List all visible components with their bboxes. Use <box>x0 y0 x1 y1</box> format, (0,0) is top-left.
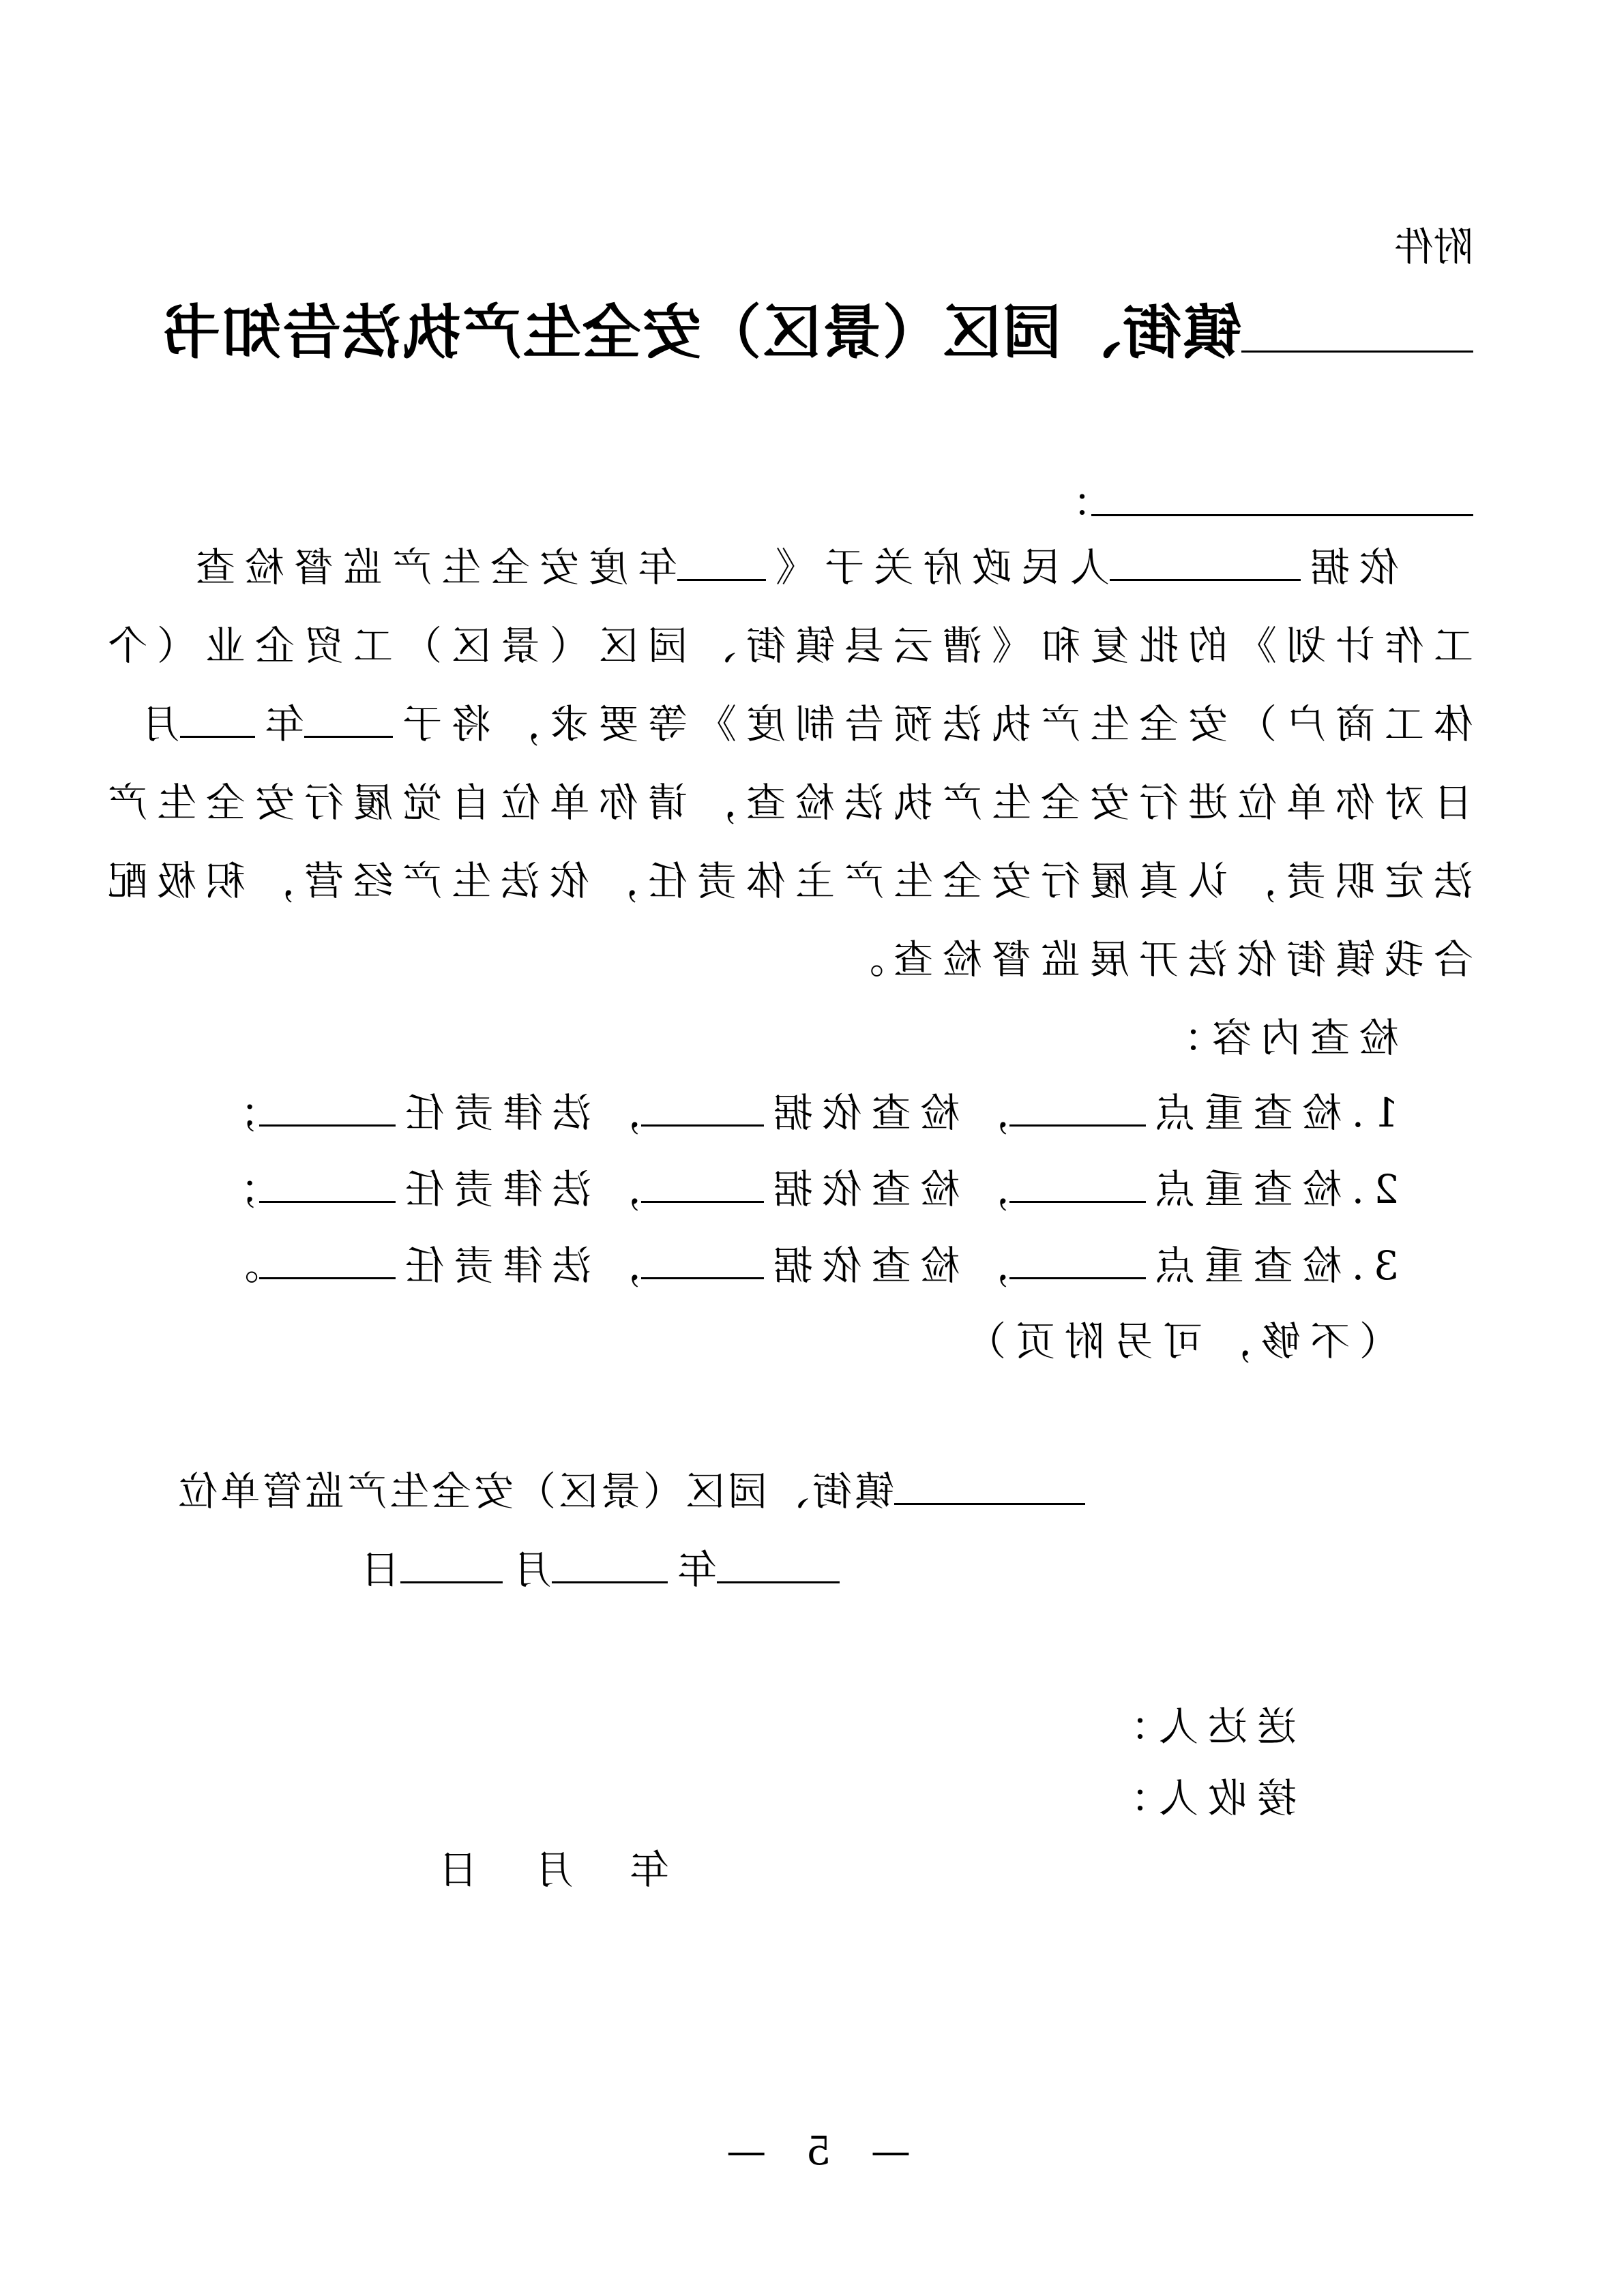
title-blank <box>1241 298 1473 353</box>
paragraph-line-6: 合我镇街依法开展监督检查。 <box>834 936 1473 983</box>
item-liability: ，法律责任 <box>395 1090 641 1136</box>
paragraph-line-4: 日对你单位进行安全生产执法检查，请你单位自觉履行安全生产 <box>98 779 1473 826</box>
blank-signer <box>894 1467 1085 1505</box>
item-basis: ，检查依据 <box>763 1242 1009 1289</box>
inspection-content-label: 检查内容： <box>1153 1015 1399 1061</box>
blank-focus <box>1009 1165 1146 1203</box>
item-focus: 检查重点 <box>1145 1090 1342 1136</box>
item-basis: ，检查依据 <box>763 1090 1009 1136</box>
item-number: 1. <box>1342 1090 1399 1136</box>
sender-label: 送达人： <box>1099 1703 1297 1750</box>
blank-focus <box>1009 1089 1146 1127</box>
page-number: — 5 — <box>713 2128 911 2174</box>
date-year: 年 <box>667 1547 717 1593</box>
title-text: 镇街、园区（景区）安全生产执法告知书 <box>161 298 1241 367</box>
blank-year <box>677 543 766 581</box>
date-month: 月 <box>502 1547 552 1593</box>
inspection-item-2 <box>141 1157 1399 1214</box>
paragraph-line-2: 工作计划》的批复和《漕云县镇街、园区（景区）工贸企业（个 <box>98 623 1473 669</box>
date-day: 日 <box>351 1547 400 1593</box>
item-liability: ，法律责任 <box>395 1166 641 1212</box>
para-text: 体工商户）安全生产执法预告制度》等要求，将于 <box>392 701 1473 747</box>
item-liability: ，法律责任 <box>395 1242 641 1289</box>
para-text: 人民政府关于《 <box>765 544 1110 591</box>
para-text: 月 <box>130 701 180 747</box>
note-more-pages: （不够，可另附页） <box>956 1318 1399 1365</box>
para-text: 年 <box>254 701 304 747</box>
paragraph-line-1 <box>186 535 1399 593</box>
item-focus: 检查重点 <box>1145 1242 1342 1289</box>
blank-date-day <box>400 1546 503 1583</box>
final-day: 日 <box>428 1847 478 1893</box>
paragraph-line-3 <box>130 692 1473 749</box>
final-month: 月 <box>524 1847 574 1893</box>
inspection-item-3 <box>141 1234 1399 1291</box>
blank-date-year <box>717 1546 840 1583</box>
paragraph-line-5: 法定职责，认真履行安全生产主体责任，依法生产经营，积极配 <box>98 858 1473 904</box>
blank-basis <box>641 1089 764 1127</box>
addressee-blank <box>1091 479 1473 516</box>
item-end: ； <box>209 1090 259 1136</box>
item-end: ； <box>209 1166 259 1212</box>
item-end: 。 <box>209 1242 259 1289</box>
blank-gov <box>1110 543 1301 581</box>
para-text: 依据 <box>1300 544 1399 591</box>
blank-liability <box>259 1242 396 1279</box>
blank-month <box>180 700 255 738</box>
blank-year2 <box>304 700 393 738</box>
receiver-label: 接收人： <box>1099 1775 1297 1821</box>
addressee-colon: ： <box>1042 479 1091 526</box>
blank-basis <box>641 1242 764 1279</box>
item-basis: ，检查依据 <box>763 1166 1009 1212</box>
signer-date <box>0 1538 840 1595</box>
inspection-item-1 <box>141 1081 1399 1138</box>
item-number: 3. <box>1342 1242 1399 1289</box>
signer-line <box>0 1459 1085 1517</box>
blank-liability <box>259 1089 396 1127</box>
blank-focus <box>1009 1242 1146 1279</box>
final-year: 年 <box>619 1847 669 1893</box>
item-focus: 检查重点 <box>1145 1166 1342 1212</box>
addressee-line <box>215 471 1473 528</box>
blank-date-month <box>552 1546 668 1583</box>
blank-liability <box>259 1165 396 1203</box>
item-number: 2. <box>1342 1166 1399 1212</box>
para-text: 年度安全生产监督检查 <box>186 544 677 591</box>
signer-text: 镇街、园区（景区）安全生产监管单位 <box>175 1468 894 1515</box>
document-title <box>161 285 1473 370</box>
annex-label: 附件 <box>1393 224 1473 270</box>
blank-basis <box>641 1165 764 1203</box>
